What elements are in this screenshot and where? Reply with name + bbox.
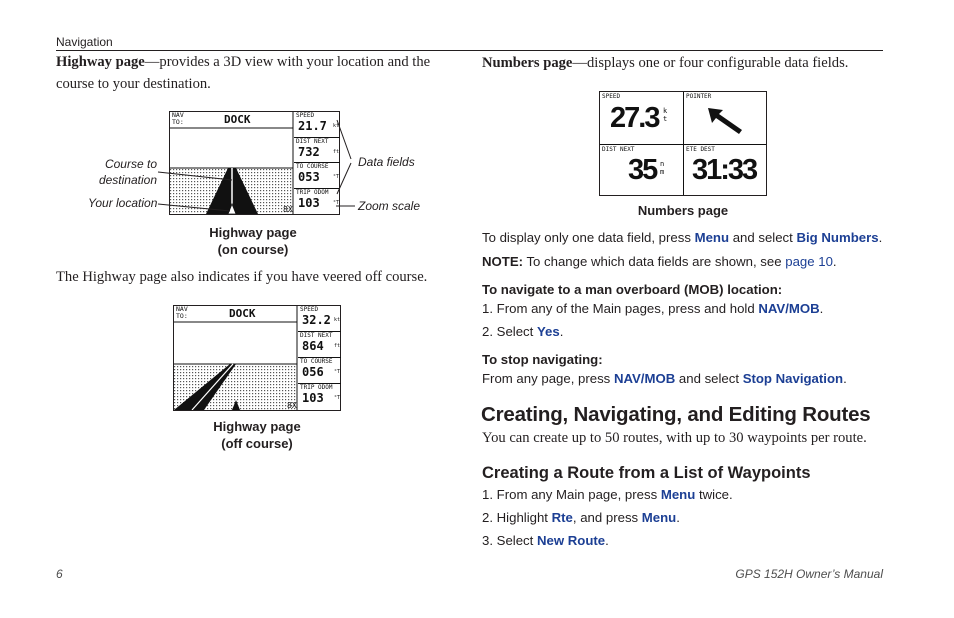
list-heading: Creating a Route from a List of Waypoints xyxy=(482,464,811,482)
data-field: SPEED 32.2 kt xyxy=(298,306,341,332)
nav-label: NAV xyxy=(176,305,188,313)
callout-location: Your location xyxy=(88,196,158,210)
page-number: 6 xyxy=(56,567,63,581)
menu-key: Menu xyxy=(694,230,730,245)
destination-name: DOCK xyxy=(229,307,256,320)
to-label: TO: xyxy=(172,118,184,126)
yes-option: Yes xyxy=(536,324,560,339)
menu-key: Menu xyxy=(641,510,677,525)
number-cell: DIST NEXT 35 n m xyxy=(602,146,665,186)
stop-heading: To stop navigating: xyxy=(482,352,603,367)
mob-step-2: 2. Select Yes. xyxy=(482,324,564,339)
nav-mob-key: NAV/MOB xyxy=(613,371,676,386)
new-route-option: New Route xyxy=(536,533,606,548)
nav-label: NAV xyxy=(172,111,184,119)
data-field: TO COURSE 056 °T xyxy=(298,358,341,384)
route-step-2: 2. Highlight Rte, and press Menu. xyxy=(482,510,680,525)
mob-step-1: 1. From any of the Main pages, press and hold NAV/MOB. xyxy=(482,301,824,316)
menu-key: Menu xyxy=(660,487,696,502)
number-cell: SPEED 27.3 k t xyxy=(602,93,668,134)
route-step-3: 3. Select New Route. xyxy=(482,533,609,548)
data-field: TRIP ODOM 103 °T xyxy=(300,384,340,405)
big-numbers-paragraph: To display only one data field, press Menu and select Big Numbers. xyxy=(482,230,883,245)
data-field: TO COURSE 053 °T xyxy=(294,163,340,189)
mob-heading: To navigate to a man overboard (MOB) location: xyxy=(482,282,783,297)
highway-intro xyxy=(56,51,456,95)
routes-heading: Creating, Navigating, and Editing Routes xyxy=(481,403,871,426)
data-field: TRIP ODOM 103 °T xyxy=(296,188,339,210)
callout-lines xyxy=(150,110,370,220)
numbers-screen xyxy=(599,91,767,196)
number-cell: ETE DEST 31:33 xyxy=(686,146,757,186)
numbers-term: Numbers page xyxy=(482,55,573,71)
routes-text: You can create up to 50 routes, with up to 30 waypoints per route. xyxy=(482,430,867,446)
route-step-1: 1. From any Main page, press Menu twice. xyxy=(482,487,733,502)
stop-navigation-option: Stop Navigation xyxy=(742,371,844,386)
numbers-desc: —displays one or four configurable data fields. xyxy=(572,55,849,71)
nav-mob-key: NAV/MOB xyxy=(758,301,820,316)
highway-desc-1: —provides a 3D view with your location and the xyxy=(144,54,431,70)
to-label: TO: xyxy=(176,312,188,320)
highway-desc-2: course to your destination. xyxy=(56,76,211,92)
zoom-scale: 8X xyxy=(283,205,293,214)
data-field: DIST NEXT 732 ft xyxy=(294,138,340,164)
pointer-arrow-icon xyxy=(706,106,746,136)
rte-option: Rte xyxy=(551,510,573,525)
zoom-scale: 8X xyxy=(287,401,297,410)
number-cell: POINTER xyxy=(684,92,766,144)
highway-term: Highway page xyxy=(56,54,145,70)
page-10-link[interactable]: page 10 xyxy=(785,254,833,269)
big-numbers-option: Big Numbers xyxy=(796,230,879,245)
running-header: Navigation xyxy=(56,35,113,49)
callout-data-fields: Data fields xyxy=(358,155,415,169)
figure-caption: Highway page (off course) xyxy=(213,419,301,451)
destination-name: DOCK xyxy=(224,113,251,126)
veer-text: The Highway page also indicates if you have veered off course. xyxy=(56,269,428,285)
figure-caption: Highway page (on course) xyxy=(209,225,297,257)
highway-screen-off-course xyxy=(173,305,341,411)
callout-zoom-scale: Zoom scale xyxy=(358,199,421,213)
data-field: DIST NEXT 864 ft xyxy=(298,332,341,358)
data-fields xyxy=(298,306,341,410)
figure-caption: Numbers page xyxy=(637,203,729,218)
data-field: SPEED 21.7 kt xyxy=(294,112,340,138)
numbers-intro xyxy=(482,52,882,74)
note-paragraph: NOTE: To change which data fields are shown, see page 10. xyxy=(482,254,837,269)
stop-paragraph: From any page, press NAV/MOB and select Stop Navigation. xyxy=(482,371,847,386)
manual-title: GPS 152H Owner’s Manual xyxy=(735,567,883,581)
callout-course: Course to destination xyxy=(98,157,157,187)
